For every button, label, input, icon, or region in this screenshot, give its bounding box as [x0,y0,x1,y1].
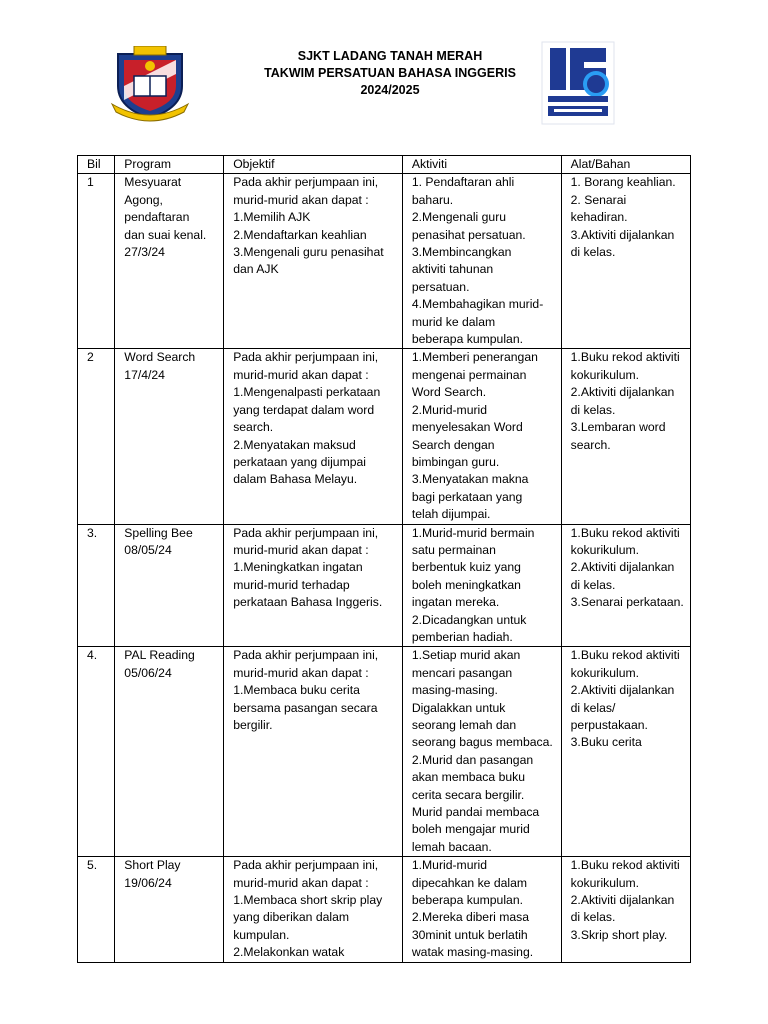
cell-alat-bahan-line: search. [570,437,611,452]
table-header-row [78,156,691,174]
school-name: SJKT LADANG TANAH MERAH [297,49,483,63]
cell-aktiviti-line: menyelesakan Word [411,420,523,435]
cell-objektif-line: murid-murid terhadap [233,577,350,592]
cell-bil: 1 [78,174,115,349]
cell-alat-bahan-line: 2.Aktiviti dijalankan [570,683,675,698]
cell-alat-bahan-line: 3.Aktiviti dijalankan [570,227,675,242]
academic-year: 2024/2025 [360,83,420,97]
cell-aktiviti-line: Word Search. [411,385,487,400]
table-row [78,647,691,857]
cell-objektif-line: Pada akhir perjumpaan ini, [233,648,379,663]
cell-objektif-line: Pada akhir perjumpaan ini, [233,175,379,190]
cell-aktiviti-line: Murid pandai membaca [411,805,540,820]
program-logo [540,40,616,126]
cell-alat-bahan-line: di kelas/ [570,700,616,715]
cell-alat-bahan-line: di kelas. [570,245,616,260]
cell-aktiviti-line: ingatan mereka. [411,595,500,610]
cell-objektif-line: 3.Mengenali guru penasihat [233,245,384,260]
cell-program-line: PAL Reading [124,648,195,663]
table-row [78,349,691,524]
cell-aktiviti-line: murid ke dalam [411,314,496,329]
cell-aktiviti-line: 3.Menyatakan makna [411,472,529,487]
cell-alat-bahan-line: 2.Aktiviti dijalankan [570,893,675,908]
cell-alat-bahan-line: perpustakaan. [570,718,648,732]
cell-aktiviti-line: 2.Mereka diberi masa [411,910,530,925]
cell-objektif-line: 1.Membaca buku cerita [233,683,360,698]
cell-aktiviti-line: masing-masing. [411,683,498,698]
cell-program-line: 27/3/24 [124,245,165,260]
cell-aktiviti [402,857,561,962]
cell-alat-bahan-line: 1.Buku rekod aktiviti [570,525,680,540]
cell-aktiviti-line: 2.Murid-murid [411,402,488,417]
cell-aktiviti-line: dipecahkan ke dalam [411,875,528,890]
cell-aktiviti-line: berbentuk kuiz yang [411,560,521,575]
table-row [78,524,691,647]
cell-alat-bahan-line: 1.Buku rekod aktiviti [570,858,680,873]
cell-aktiviti-line: lemah bacaan. [411,839,492,854]
cell-program [115,647,224,857]
cell-bil: 5. [78,857,115,962]
cell-objektif-line: 1.Meningkatkan ingatan [233,560,363,575]
cell-objektif-line: yang terdapat dalam word [233,402,375,417]
cell-objektif [224,647,403,857]
cell-alat-bahan [561,647,690,857]
cell-aktiviti-line: beberapa kumpulan. [411,893,523,908]
cell-program-line: Word Search [124,350,196,365]
cell-aktiviti-line: bagi perkataan yang [411,489,523,504]
cell-program [115,349,224,524]
cell-aktiviti-line: aktiviti tahunan [411,262,494,277]
activity-calendar-table [77,155,691,963]
cell-aktiviti-line: 2.Murid dan pasangan [411,752,534,767]
cell-objektif-line: 2.Melakonkan watak [233,945,345,960]
cell-alat-bahan-line: di kelas. [570,910,616,925]
cell-aktiviti-line: mencari pasangan [411,665,513,680]
cell-aktiviti-line: mengenai permainan [411,367,527,382]
cell-alat-bahan-line: 2.Aktiviti dijalankan [570,385,675,400]
cell-aktiviti [402,174,561,349]
cell-alat-bahan-line: 2.Aktiviti dijalankan [570,560,675,575]
cell-objektif-line: bergilir. [233,718,273,732]
cell-program-line: Spelling Bee [124,525,193,540]
cell-objektif-line: perkataan Bahasa Inggeris. [233,595,383,610]
cell-aktiviti-line: Search dengan [411,437,495,452]
cell-program-line: pendaftaran [124,210,190,225]
cell-objektif-line: yang diberikan dalam [233,910,350,925]
cell-aktiviti-line: watak masing-masing. [411,945,534,960]
cell-aktiviti-line: Digalakkan untuk [411,700,506,715]
document-header [0,0,768,140]
cell-aktiviti-line: 2.Mengenali guru [411,210,507,225]
cell-aktiviti-line: pemberian hadiah. [411,629,513,644]
cell-alat-bahan-line: 3.Skrip short play. [570,927,668,942]
cell-aktiviti [402,349,561,524]
cell-aktiviti-line: boleh mengajar murid [411,822,530,837]
cell-objektif-line: 1.Mengenalpasti perkataan [233,385,381,400]
cell-aktiviti-line: 1.Murid-murid [411,858,488,873]
cell-objektif [224,524,403,647]
cell-program [115,857,224,962]
cell-aktiviti-line: 1.Memberi penerangan [411,350,538,365]
cell-aktiviti-line: cerita secara bergilir. [411,787,525,802]
cell-objektif-line: murid-murid akan dapat : [233,875,369,890]
cell-objektif-line: 2.Mendaftarkan keahlian [233,227,367,242]
cell-alat-bahan [561,349,690,524]
cell-program-line: 08/05/24 [124,542,172,557]
cell-aktiviti [402,647,561,857]
cell-alat-bahan-line: kokurikulum. [570,367,640,382]
cell-objektif-line: Pada akhir perjumpaan ini, [233,858,379,873]
cell-aktiviti-line: 2.Dicadangkan untuk [411,612,527,627]
column-header-aktiviti: Aktiviti [402,156,561,174]
cell-aktiviti-line: boleh meningkatkan [411,577,521,592]
cell-alat-bahan-line: kokurikulum. [570,875,640,890]
cell-aktiviti-line: persatuan. [411,279,470,294]
cell-aktiviti-line: seorang bagus membaca. [411,735,553,750]
cell-alat-bahan-line: 3.Senarai perkataan. [570,595,684,610]
cell-alat-bahan-line: 1.Buku rekod aktiviti [570,648,680,663]
cell-aktiviti-line: 30minit untuk berlatih [411,927,528,942]
cell-objektif [224,174,403,349]
cell-alat-bahan-line: 3.Buku cerita [570,735,642,750]
cell-objektif-line: dalam Bahasa Melayu. [233,472,358,487]
cell-objektif [224,349,403,524]
cell-aktiviti-line: 1.Murid-murid bermain [411,525,535,540]
cell-program-line: dan suai kenal. [124,227,207,242]
calendar-title: TAKWIM PERSATUAN BAHASA INGGERIS [264,66,516,80]
cell-objektif-line: bersama pasangan secara [233,700,378,715]
column-header-objektif: Objektif [224,156,403,174]
school-crest-logo [110,46,190,122]
cell-aktiviti [402,524,561,647]
cell-objektif-line: murid-murid akan dapat : [233,542,369,557]
cell-aktiviti-line: baharu. [411,192,454,207]
cell-alat-bahan-line: di kelas. [570,402,616,417]
cell-bil: 2 [78,349,115,524]
cell-program-line: 05/06/24 [124,665,172,680]
cell-aktiviti-line: 1.Setiap murid akan [411,648,521,663]
cell-alat-bahan-line: kokurikulum. [570,665,640,680]
cell-bil: 3. [78,524,115,647]
cell-objektif [224,857,403,962]
cell-aktiviti-line: 1. Pendaftaran ahli [411,175,515,190]
table-row [78,857,691,962]
cell-objektif-line: 2.Menyatakan maksud [233,437,356,452]
cell-objektif-line: murid-murid akan dapat : [233,192,369,207]
cell-aktiviti-line: penasihat persatuan. [411,227,526,242]
column-header-alat-bahan: Alat/Bahan [561,156,690,174]
cell-alat-bahan-line: kokurikulum. [570,542,640,557]
cell-program [115,524,224,647]
cell-aktiviti-line: akan membaca buku [411,770,525,785]
table-row [78,174,691,349]
table-body [78,174,691,962]
document-title-block [200,48,580,99]
cell-program [115,174,224,349]
cell-alat-bahan [561,524,690,647]
cell-alat-bahan-line: 2. Senarai kehadiran. [570,192,628,225]
cell-objektif-line: Pada akhir perjumpaan ini, [233,525,379,540]
cell-objektif-line: search. [233,420,274,435]
cell-aktiviti-line: beberapa kumpulan. [411,332,523,347]
cell-program-line: 19/06/24 [124,875,172,890]
cell-objektif-line: kumpulan. [233,927,290,942]
cell-aktiviti-line: 3.Membincangkan [411,245,512,260]
cell-objektif-line: Pada akhir perjumpaan ini, [233,350,379,365]
cell-alat-bahan-line: 1. Borang keahlian. [570,175,676,190]
cell-program-line: Agong, [124,192,163,207]
cell-objektif-line: 1.Memilih AJK [233,210,311,225]
cell-aktiviti-line: 4.Membahagikan murid- [411,297,544,312]
cell-program-line: Short Play [124,858,181,873]
cell-alat-bahan-line: di kelas. [570,577,616,592]
cell-aktiviti-line: bimbingan guru. [411,454,500,469]
cell-objektif-line: murid-murid akan dapat : [233,367,369,382]
cell-alat-bahan [561,857,690,962]
cell-aktiviti-line: seorang lemah dan [411,718,517,732]
column-header-program: Program [115,156,224,174]
column-header-bil: Bil [78,156,115,174]
cell-alat-bahan [561,174,690,349]
cell-bil: 4. [78,647,115,857]
cell-alat-bahan-line: 1.Buku rekod aktiviti [570,350,680,365]
cell-objektif-line: dan AJK [233,262,279,277]
cell-program-line: Mesyuarat [124,175,182,190]
cell-objektif-line: perkataan yang dijumpai [233,454,366,469]
cell-aktiviti-line: telah dijumpai. [411,507,491,522]
cell-program-line: 17/4/24 [124,367,165,382]
cell-aktiviti-line: satu permainan [411,542,496,557]
cell-objektif-line: murid-murid akan dapat : [233,665,369,680]
cell-objektif-line: 1.Membaca short skrip play [233,893,383,908]
cell-alat-bahan-line: 3.Lembaran word [570,420,666,435]
